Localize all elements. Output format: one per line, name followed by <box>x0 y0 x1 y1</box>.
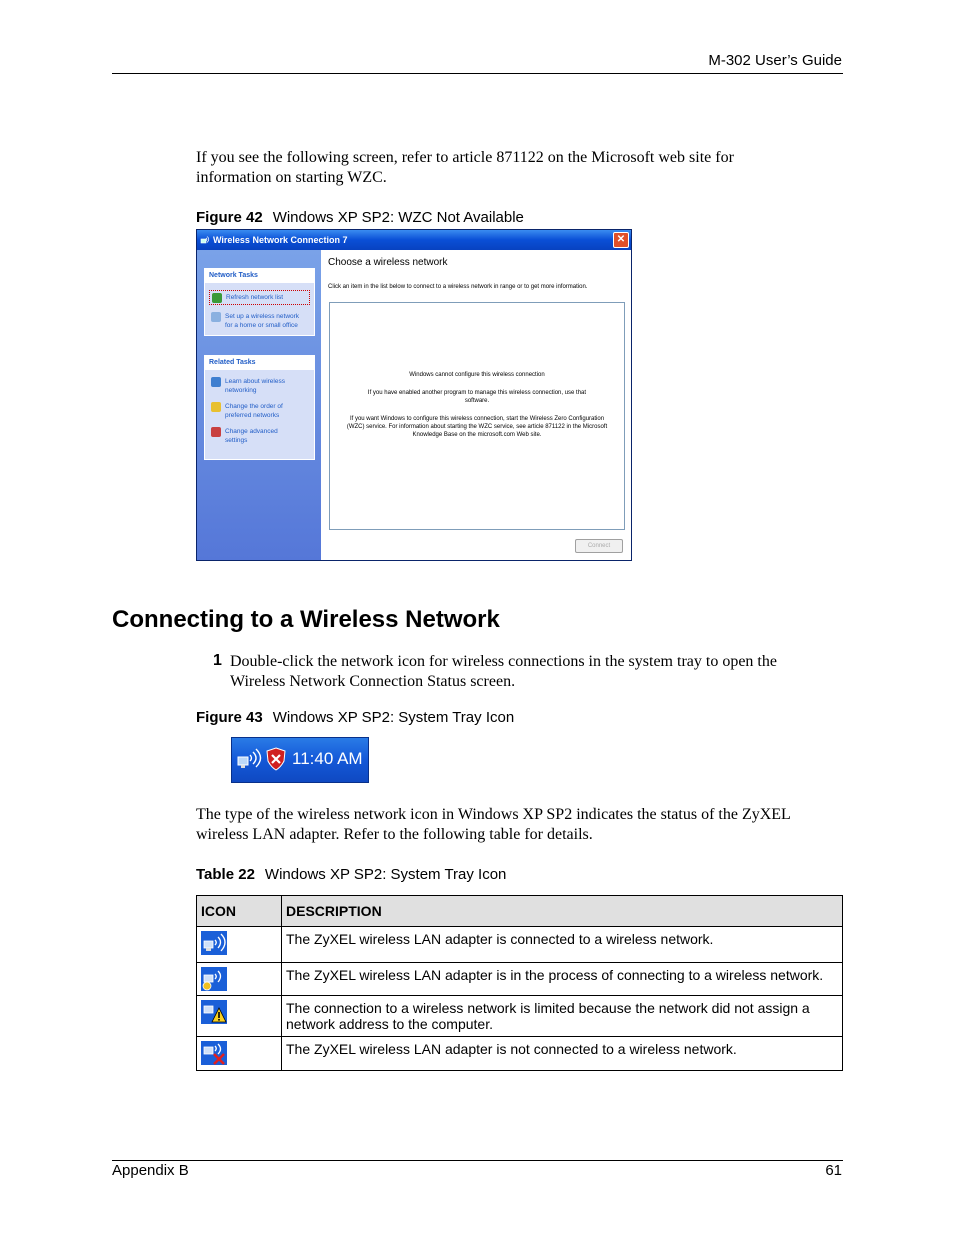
description-cell: The ZyXEL wireless LAN adapter is connected to a wireless network. <box>282 927 843 963</box>
refresh-network-list-link[interactable] <box>209 290 310 305</box>
window-title-bar <box>197 230 631 250</box>
choose-network-heading: Choose a wireless network <box>328 257 448 268</box>
table-row <box>197 996 843 1037</box>
description-cell: The ZyXEL wireless LAN adapter is in the process of connecting to a wireless network. <box>282 963 843 996</box>
wireless-limited-icon <box>201 1000 227 1024</box>
table-row <box>197 927 843 963</box>
settings-icon <box>211 427 221 437</box>
step-1-line-1: Double-click the network icon for wireless connections in the system tray to open the <box>230 653 777 670</box>
description-column-header: DESCRIPTION <box>282 896 843 927</box>
window-title: Wireless Network Connection 7 <box>213 235 348 245</box>
footer-rule <box>112 1160 843 1161</box>
setup-network-icon <box>211 312 221 322</box>
network-list-pane <box>321 250 631 560</box>
wireless-icon <box>200 234 210 244</box>
figure-43-title: Windows XP SP2: System Tray Icon <box>272 709 515 726</box>
change-advanced-settings-link[interactable] <box>205 427 310 445</box>
task-label: networking <box>225 387 257 394</box>
icon-status-paragraph <box>196 805 791 845</box>
task-label: Change the order of <box>225 403 283 410</box>
table-row <box>197 1037 843 1071</box>
step-1-line-2: Wireless Network Connection Status screen. <box>230 673 516 690</box>
step-number: 1 <box>213 652 222 669</box>
wireless-disconnected-icon <box>201 1041 227 1065</box>
intro-line-2: information on starting WZC. <box>196 169 387 186</box>
description-cell <box>282 996 843 1037</box>
network-tasks-panel <box>204 268 315 336</box>
para2-line-2: wireless LAN adapter. Refer to the following table for details. <box>196 826 593 843</box>
star-icon <box>211 402 221 412</box>
close-icon: ✕ <box>616 234 626 245</box>
page-number: 61 <box>825 1162 842 1179</box>
wireless-connecting-icon <box>201 967 227 991</box>
task-sidebar <box>197 250 321 560</box>
change-order-link[interactable] <box>205 402 310 420</box>
related-tasks-heading: Related Tasks <box>205 356 314 370</box>
step-1-text <box>230 652 777 692</box>
para2-line-1: The type of the wireless network icon in Windows XP SP2 indicates the status of the ZyXEL <box>196 806 791 823</box>
icon-cell <box>197 927 282 963</box>
figure-43-label: Figure 43 <box>196 709 263 726</box>
table-header-row <box>197 896 843 927</box>
refresh-icon <box>212 293 222 303</box>
network-list[interactable] <box>329 302 625 530</box>
wireless-connected-icon <box>201 931 227 955</box>
tray-clock[interactable]: 11:40 AM <box>292 749 363 768</box>
close-button[interactable] <box>613 232 629 248</box>
icon-column-header: ICON <box>197 896 282 927</box>
description-text: The connection to a wireless network is limited because the network did not assign a network address to the computer. <box>286 1000 810 1032</box>
related-tasks-panel <box>204 355 315 460</box>
learn-wireless-link[interactable] <box>205 377 310 395</box>
system-tray <box>231 737 369 783</box>
choose-network-instructions: Click an item in the list below to connect to a wireless network in range or to get more information. <box>328 284 588 290</box>
intro-line-1: If you see the following screen, refer to article 871122 on the Microsoft web site for <box>196 149 734 166</box>
task-label: Refresh network list <box>226 294 284 301</box>
header-rule <box>112 73 843 74</box>
task-label: settings <box>225 437 248 444</box>
description-cell: The ZyXEL wireless LAN adapter is not connected to a wireless network. <box>282 1037 843 1071</box>
task-label: Change advanced <box>225 428 278 435</box>
wireless-network-icon[interactable] <box>237 747 263 771</box>
icon-cell <box>197 996 282 1037</box>
task-label: preferred networks <box>225 412 280 419</box>
header-title: M-302 User’s Guide <box>708 52 842 69</box>
wzc-message-other-program: If you have enabled another program to manage this wireless connection, use that software. <box>367 390 587 404</box>
tray-icon-table <box>196 895 843 1071</box>
intro-paragraph <box>196 148 734 188</box>
setup-wireless-network-link[interactable] <box>205 312 310 330</box>
task-label: Learn about wireless <box>225 378 285 385</box>
figure-42-label: Figure 42 <box>196 209 263 226</box>
wzc-message-start-service: If you want Windows to configure this wireless connection, start the Wireless Zero Configuration (WZC) service. For information about starting the WZC service, see article 871122 in the Microsoft Knowledge Base on the microsoft.com Web site. <box>346 416 608 438</box>
network-tasks-heading: Network Tasks <box>205 269 314 283</box>
security-shield-icon[interactable] <box>265 747 287 771</box>
footer-section: Appendix B <box>112 1162 189 1179</box>
table-22-label: Table 22 <box>196 866 255 883</box>
section-heading: Connecting to a Wireless Network <box>112 606 500 633</box>
wzc-window-screenshot <box>196 229 632 561</box>
figure-42-caption <box>196 209 524 226</box>
task-label: Set up a wireless network <box>225 313 300 320</box>
table-row <box>197 963 843 996</box>
table-22-title: Windows XP SP2: System Tray Icon <box>264 866 507 883</box>
figure-43-caption <box>196 709 514 726</box>
task-label: for a home or small office <box>225 322 298 329</box>
icon-cell <box>197 1037 282 1071</box>
info-icon <box>211 377 221 387</box>
table-22-caption <box>196 866 506 883</box>
connect-button[interactable]: Connect <box>575 539 623 553</box>
figure-42-title: Windows XP SP2: WZC Not Available <box>272 209 524 226</box>
icon-cell <box>197 963 282 996</box>
wzc-message-title: Windows cannot configure this wireless connection <box>409 372 545 378</box>
